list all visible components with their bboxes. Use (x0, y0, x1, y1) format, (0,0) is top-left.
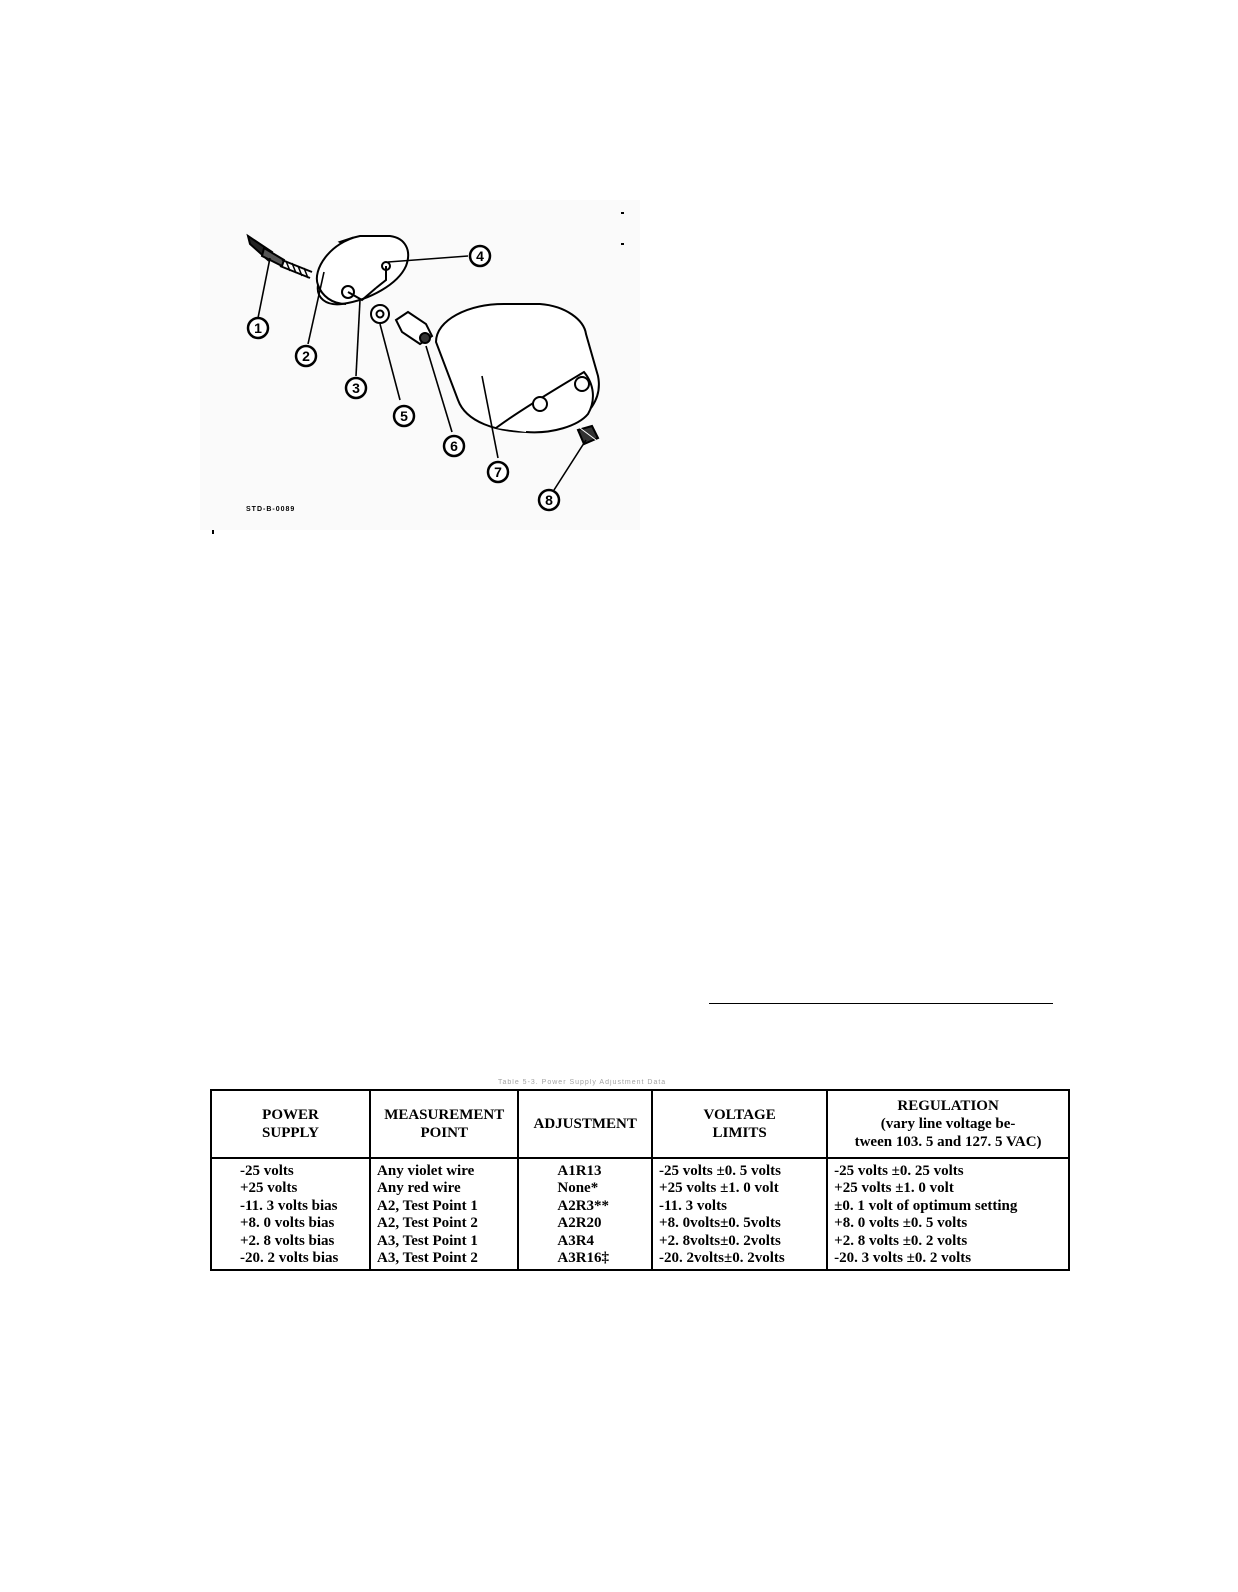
table-cell: -25 volts ±0. 5 volts (659, 1163, 781, 1179)
header-regulation: REGULATION (vary line voltage be- tween 103. 5 and 127. 5 VAC) (827, 1090, 1069, 1158)
callout-3 (346, 378, 366, 398)
table-cell: -11. 3 volts bias (240, 1197, 338, 1214)
table-cell: +2. 8 volts ±0. 2 volts (834, 1232, 968, 1249)
table-cell: -20. 2 volts bias (240, 1249, 339, 1266)
exploded-view-drawing (200, 200, 640, 530)
table-cell: -25 volts ±0. 25 volts (834, 1163, 964, 1179)
table-cell: A3R4 (557, 1232, 595, 1249)
table-cell: -11. 3 volts (659, 1197, 727, 1214)
power-supply-adjustment-table (210, 1089, 1070, 1271)
section-rule (709, 1003, 1053, 1004)
callout-label: 3 (352, 380, 360, 396)
table-cell: None* (557, 1180, 599, 1197)
callout-label: 4 (476, 248, 484, 264)
column-voltage-limits (652, 1158, 827, 1270)
callout-5 (394, 406, 414, 426)
header-measurement-point: MEASUREMENT POINT (370, 1090, 518, 1158)
table-cell: -25 volts (240, 1163, 294, 1179)
callout-label: 2 (302, 348, 310, 364)
table-cell: ±0. 1 volt of optimum setting (834, 1197, 1018, 1214)
callout-label: 6 (450, 438, 458, 454)
callout-1 (248, 318, 268, 338)
column-measurement-point (370, 1158, 518, 1270)
print-speck (621, 243, 624, 245)
table-cell: +25 volts (240, 1180, 298, 1197)
header-voltage-limits: VOLTAGE LIMITS (652, 1090, 827, 1158)
callout-6 (444, 436, 464, 456)
table-cell: -20. 2volts±0. 2volts (659, 1249, 785, 1266)
table-cell: +8. 0 volts ±0. 5 volts (834, 1215, 968, 1232)
column-power-supply (211, 1158, 370, 1270)
table-cell: A3, Test Point 1 (377, 1232, 478, 1249)
callout-label: 1 (254, 320, 262, 336)
figure-id-label: STD-B-0089 (246, 506, 296, 513)
header-power-supply: POWER SUPPLY (211, 1090, 370, 1158)
table-cell: -20. 3 volts ±0. 2 volts (834, 1249, 972, 1266)
part-5-lockwasher (371, 305, 389, 323)
column-regulation (827, 1158, 1069, 1270)
table-cell: +2. 8volts±0. 2volts (659, 1232, 781, 1249)
table-cell: +8. 0volts±0. 5volts (659, 1215, 781, 1232)
table-body (211, 1158, 1069, 1270)
table-cell: +2. 8 volts bias (240, 1232, 335, 1249)
callout-4 (470, 246, 490, 266)
table-cell: A2R20 (557, 1215, 602, 1232)
callout-7 (488, 462, 508, 482)
table-cell: +25 volts ±1. 0 volt (659, 1180, 779, 1197)
table-cell: +8. 0 volts bias (240, 1215, 335, 1232)
table-cell: Any red wire (377, 1180, 461, 1197)
table-header-row (211, 1090, 1069, 1158)
column-adjustment (518, 1158, 652, 1270)
table-cell: A3, Test Point 2 (377, 1249, 478, 1266)
callout-label: 8 (545, 492, 553, 508)
callout-label: 5 (400, 408, 408, 424)
exploded-view-figure (200, 200, 640, 530)
table-cell: A3R16‡ (557, 1249, 610, 1266)
callout-2 (296, 346, 316, 366)
table-cell: Any violet wire (377, 1163, 475, 1179)
table-cell: A2R3** (557, 1197, 610, 1214)
callout-8 (539, 490, 559, 510)
table-cell: A2, Test Point 2 (377, 1215, 478, 1232)
print-speck (212, 530, 214, 534)
header-adjustment: ADJUSTMENT (518, 1090, 652, 1158)
callout-label: 7 (494, 464, 502, 480)
table-cell: A1R13 (557, 1163, 602, 1179)
table-caption: Table 5-3. Power Supply Adjustment Data (498, 1079, 667, 1086)
table-cell: A2, Test Point 1 (377, 1197, 478, 1214)
table-cell: +25 volts ±1. 0 volt (834, 1180, 954, 1197)
print-speck (621, 212, 624, 214)
